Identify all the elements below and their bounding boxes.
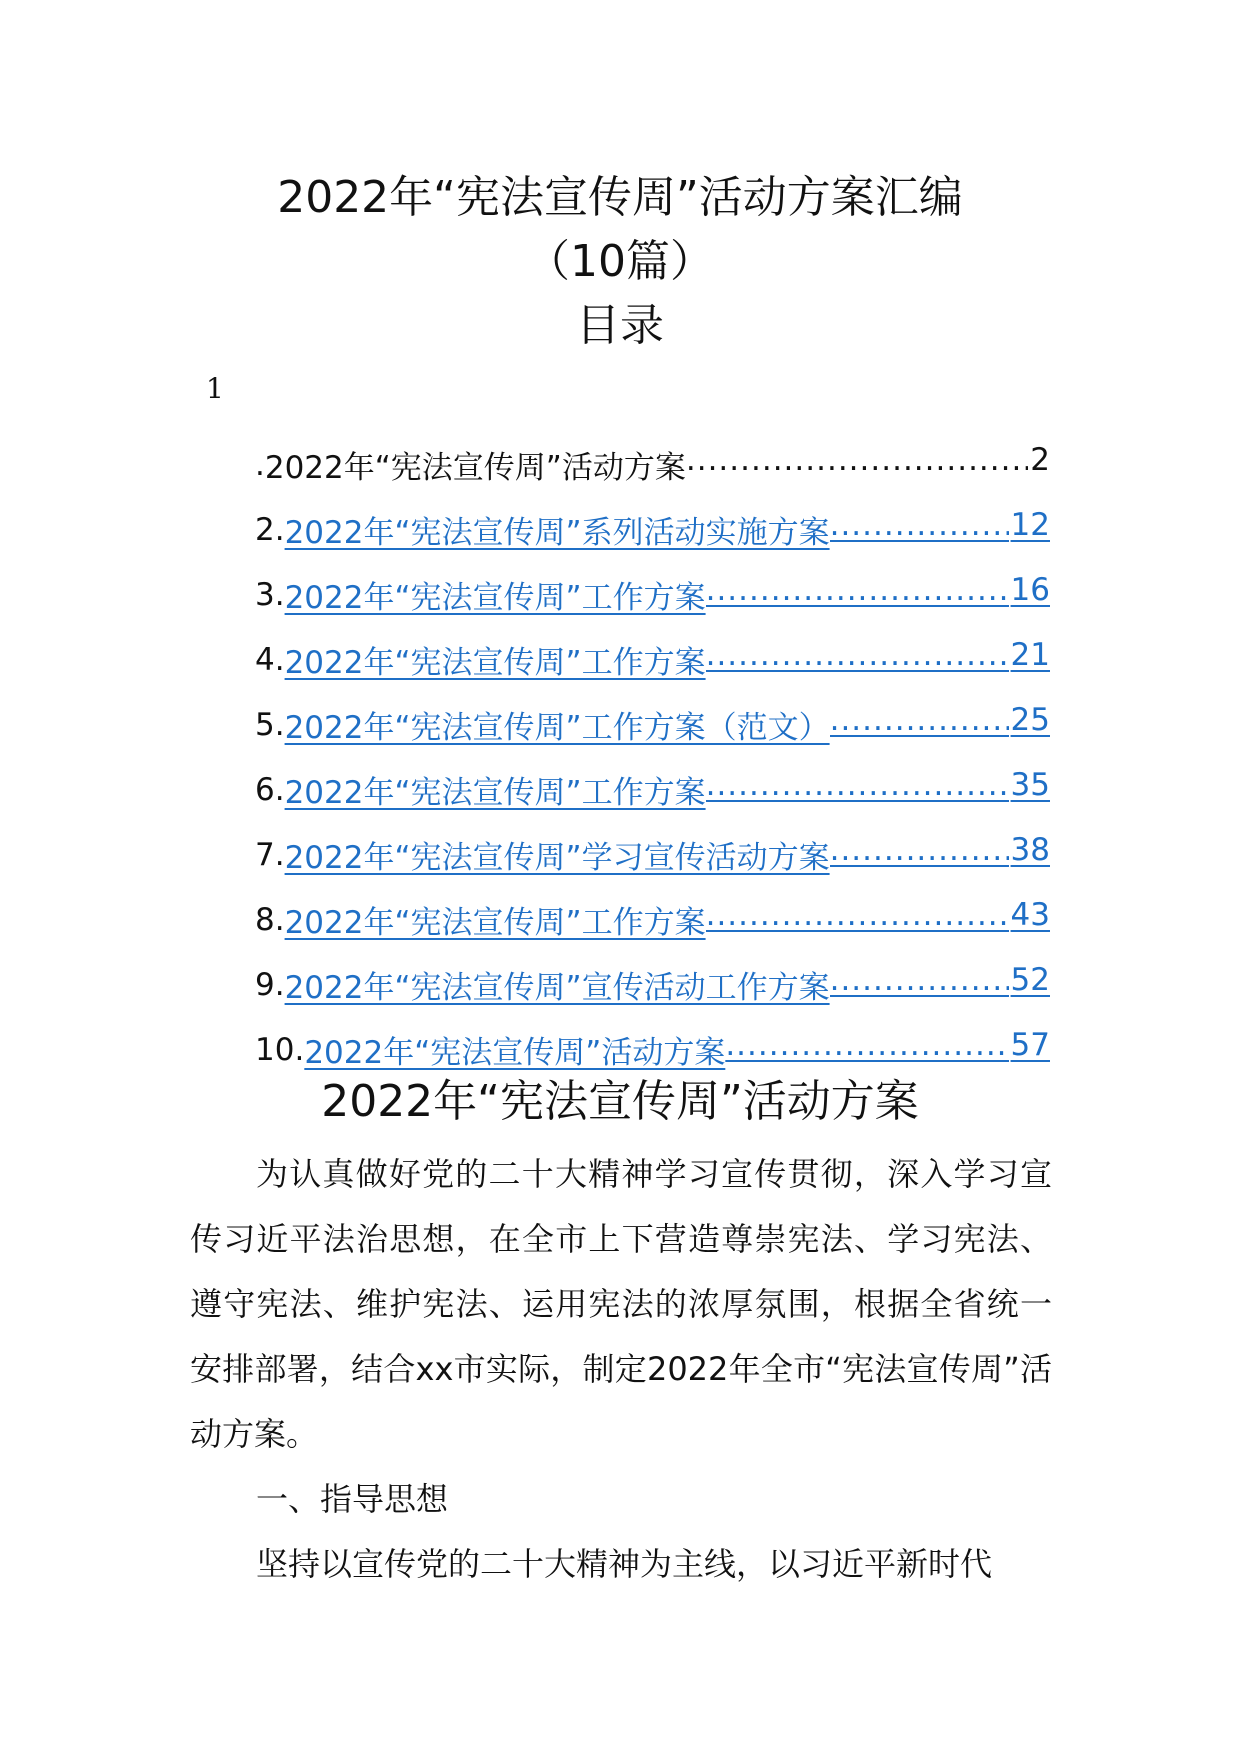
toc-entry[interactable] [255,562,1050,627]
toc-entry-link[interactable] [285,572,1050,617]
toc-entry-page-number: 52 [1010,962,1050,998]
compilation-title: 2022年“宪法宣传周”活动方案汇编 [277,172,963,223]
toc-entry-title: 2022年“宪法宣传周”学习宣传活动方案 [284,840,830,876]
toc-entry-number: . [255,446,265,483]
toc-entry-number: 10. [255,1031,305,1068]
toc-entry-body [265,442,1050,487]
toc-entry-title: 2022年“宪法宣传周”工作方案 [284,580,706,616]
toc-entry-link[interactable] [285,897,1050,942]
toc-entry-title: 2022年“宪法宣传周”活动方案 [304,1035,726,1071]
toc-entry-page-number: 57 [1010,1027,1050,1063]
toc-dot-leader [706,767,1009,812]
toc-entry-page-number: 2 [1030,442,1050,478]
toc-entry[interactable] [255,822,1050,887]
toc-entry-link[interactable] [285,962,1050,1007]
toc-entry[interactable] [255,497,1050,562]
toc-entry-page-number: 43 [1010,897,1050,933]
toc-entry[interactable] [255,627,1050,692]
toc-entry-number: 9. [255,966,285,1003]
toc-dot-leader [706,572,1009,617]
toc-entry-title: 2022年“宪法宣传周”工作方案 [284,905,706,941]
toc-entry-page-number: 35 [1010,767,1050,803]
toc-entry-number: 3. [255,576,285,613]
toc-dot-leader [830,702,1009,747]
toc-entry-link[interactable] [285,832,1050,877]
toc-entry[interactable] [255,887,1050,952]
compilation-subtitle: （10篇） [526,236,714,287]
toc-entry-title: 2022年“宪法宣传周”系列活动实施方案 [284,515,830,551]
toc-entry-link[interactable] [304,1027,1050,1072]
toc-dot-leader [706,897,1009,942]
toc-dot-leader [830,832,1009,877]
toc-dot-leader [830,962,1009,1007]
toc-dot-leader [706,637,1009,682]
toc-entry-page-number: 25 [1010,702,1050,738]
toc-entry-title: 2022年“宪法宣传周”工作方案（范文） [284,710,830,746]
intro-paragraph: 为认真做好党的二十大精神学习宣传贯彻，深入学习宣传习近平法治思想，在全市上下营造尊崇宪法、学习宪法、遵守宪法、维护宪法、运用宪法的浓厚氛围，根据全省统一安排部署，结合xx市实际，制定2022年全市“宪法宣传周”活动方案。 [190,1155,1052,1453]
section-paragraph: 坚持以宣传党的二十大精神为主线，以习近平新时代 [256,1545,993,1583]
toc-entry-title: 2022年“宪法宣传周”宣传活动工作方案 [284,970,830,1006]
document-title: 2022年“宪法宣传周”活动方案 [321,1076,919,1127]
toc-entry-link[interactable] [285,702,1050,747]
toc-entry[interactable] [255,757,1050,822]
toc-entry-page-number: 16 [1010,572,1050,608]
toc-entry-link[interactable] [285,767,1050,812]
toc-entry-number: 6. [255,771,285,808]
toc-entry-number: 2. [255,511,285,548]
table-of-contents [255,432,1050,1082]
toc-entry-page-number: 38 [1010,832,1050,868]
toc-entry-title: 2022年“宪法宣传周”工作方案 [284,645,706,681]
toc-entry-page-number: 12 [1010,507,1050,543]
toc-entry-title: 2022年“宪法宣传周”工作方案 [284,775,706,811]
toc-entry-link[interactable] [285,637,1050,682]
toc-entry-page-number: 21 [1010,637,1050,673]
toc-entry[interactable] [255,692,1050,757]
toc-entry-number: 5. [255,706,285,743]
toc-entry-number: 7. [255,836,285,873]
toc-heading: 目录 [576,300,664,351]
toc-dot-leader [725,1027,1008,1072]
toc-entry-number: 4. [255,641,285,678]
toc-dot-leader [830,507,1009,552]
toc-entry [255,432,1050,497]
toc-entry[interactable] [255,952,1050,1017]
toc-entry-link[interactable] [285,507,1050,552]
page-marker: 1 [206,372,224,405]
toc-entry-title: 2022年“宪法宣传周”活动方案 [264,450,686,486]
toc-entry-number: 8. [255,901,285,938]
toc-dot-leader [686,442,1028,487]
section-heading-guiding-thought: 一、指导思想 [256,1480,449,1518]
